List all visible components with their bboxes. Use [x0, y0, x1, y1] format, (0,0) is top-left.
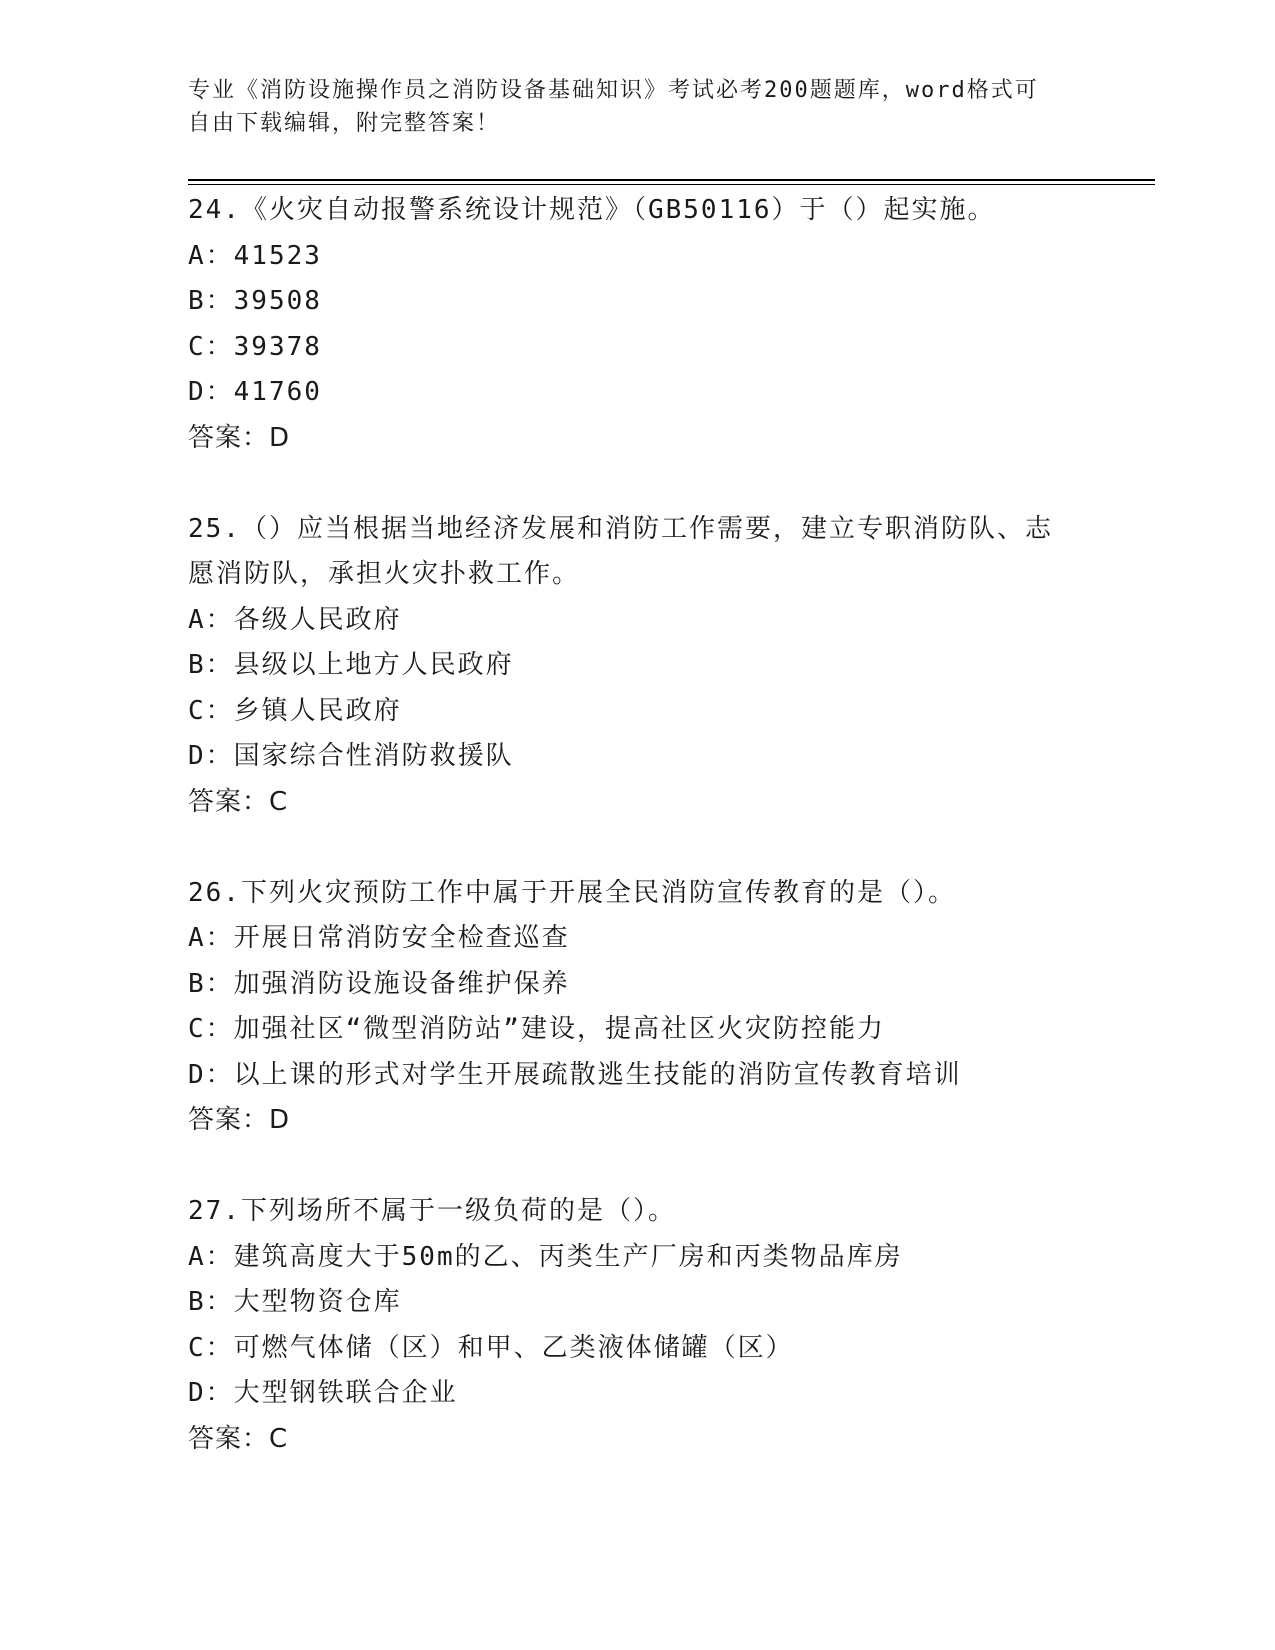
option-d: D：41760	[188, 377, 322, 407]
option-c: C：39378	[188, 331, 322, 362]
question-stem: 25.（）应当根据当地经济发展和消防工作需要，建立专职消防队、志	[188, 513, 1053, 544]
option-c: C：乡镇人民政府	[188, 695, 402, 726]
question-list	[188, 188, 1148, 1462]
question-stem-continued: 愿消防队，承担火灾扑救工作。	[188, 559, 581, 589]
answer: 答案：C	[188, 1423, 289, 1454]
option-b: B：县级以上地方人民政府	[188, 650, 514, 680]
option-b: B：39508	[188, 286, 322, 316]
option-a: A：41523	[188, 240, 322, 271]
option-d: D：以上课的形式对学生开展疏散逃生技能的消防宣传教育培训	[188, 1059, 962, 1090]
answer: 答案：D	[188, 422, 291, 453]
question-26	[188, 871, 1148, 1144]
question-stem: 24.《火灾自动报警系统设计规范》（GB50116）于（）起实施。	[188, 195, 996, 225]
question-stem: 27.下列场所不属于一级负荷的是（）。	[188, 1196, 676, 1226]
option-a: A：建筑高度大于50m的乙、丙类生产厂房和丙类物品库房	[188, 1241, 903, 1272]
answer: 答案：C	[188, 786, 289, 817]
question-stem: 26.下列火灾预防工作中属于开展全民消防宣传教育的是（）。	[188, 877, 956, 908]
document-header	[188, 74, 1088, 140]
header-line-2: 自由下载编辑，附完整答案！	[188, 111, 501, 136]
question-spacer	[188, 461, 1148, 507]
option-b: B：大型物资仓库	[188, 1287, 402, 1317]
question-spacer	[188, 825, 1148, 871]
option-d: D：大型钢铁联合企业	[188, 1378, 458, 1408]
option-c: C：加强社区“微型消防站”建设，提高社区火灾防控能力	[188, 1014, 885, 1044]
option-a: A：各级人民政府	[188, 604, 402, 635]
header-divider-thick	[188, 179, 1155, 181]
question-25	[188, 507, 1148, 826]
question-27	[188, 1189, 1148, 1462]
header-divider-thin	[188, 184, 1155, 185]
option-a: A：开展日常消防安全检查巡查	[188, 923, 570, 953]
answer: 答案：D	[188, 1105, 291, 1135]
question-spacer	[188, 1144, 1148, 1190]
option-c: C：可燃气体储（区）和甲、乙类液体储罐（区）	[188, 1332, 794, 1363]
question-24	[188, 188, 1148, 461]
header-line-1: 专业《消防设施操作员之消防设备基础知识》考试必考200题题库，word格式可	[188, 78, 1039, 103]
option-b: B：加强消防设施设备维护保养	[188, 968, 570, 999]
option-d: D：国家综合性消防救援队	[188, 741, 514, 771]
